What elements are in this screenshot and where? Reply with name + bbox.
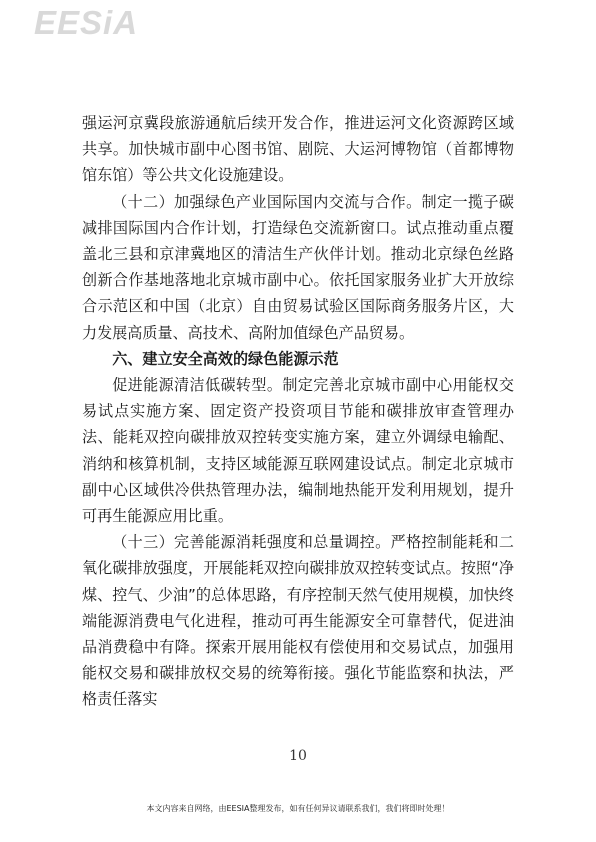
footer-disclaimer: 本文内容来自网络，由EESIA整理发布，如有任何异议请联系我们，我们将即时处理！ <box>146 804 450 813</box>
paragraph-section-12: （十二）加强绿色产业国际国内交流与合作。制定一揽子碳减排国际国内合作计划，打造绿色交流新窗口。试点推动重点覆盖北三县和京津冀地区的清洁生产伙伴计划。推动北京绿色丝路创新合作基地落地北京城市副中心。依托国家服务业扩大开放综合示范区和中国（北京）自由贸易试验区国际商务服务片区，大力发展高质量、高技术、高附加值绿色产品贸易。 <box>82 192 514 342</box>
section-heading-6: 六、建立安全高效的绿色能源示范 <box>112 349 339 368</box>
page-number: 10 <box>289 748 307 764</box>
paragraph-energy-transition: 促进能源清洁低碳转型。制定完善北京城市副中心用能权交易试点实施方案、固定资产投资项目节能和碳排放审查管理办法、能耗双控向碳排放双控转变实施方案，建立外调绿电输配、消纳和核算机制，支持区域能源互联网建设试点。制定北京城市副中心区域供冷供热管理办法，编制地热能开发利用规划，提升可再生能源应用比重。 <box>82 376 514 526</box>
paragraph-continuation: 强运河京冀段旅游通航后续开发合作，推进运河文化资源跨区域共享。加快城市副中心图书馆、剧院、大运河博物馆（首都博物馆东馆）等公共文化设施建设。 <box>82 114 514 185</box>
document-body <box>82 110 514 713</box>
eesia-logo: EESiA <box>34 4 139 41</box>
paragraph-section-13: （十三）完善能源消耗强度和总量调控。严格控制能耗和二氧化碳排放强度，开展能耗双控向碳排放双控转变试点。按照“净煤、控气、少油”的总体思路，有序控制天然气使用规模，加快终端能源消费电气化进程，推动可再生能源安全可靠替代，促进油品消费稳中有降。探索开展用能权有偿使用和交易试点，加强用能权交易和碳排放权交易的统筹衔接。强化节能监察和执法，严格责任落实 <box>82 533 514 709</box>
